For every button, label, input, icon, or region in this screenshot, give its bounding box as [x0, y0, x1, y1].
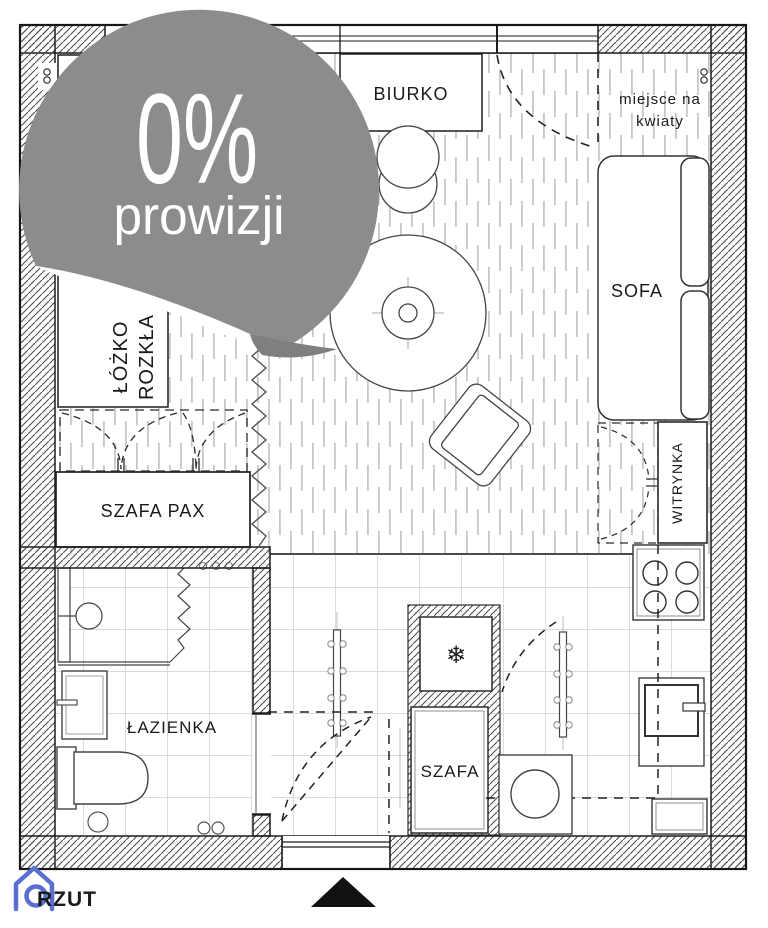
bed-label-line2: ROZKŁA — [136, 313, 158, 401]
desk-label: BIURKO — [373, 84, 449, 104]
wall-bathroom-right-lower — [253, 815, 270, 836]
floor-drain — [88, 812, 108, 832]
wardrobe-pax — [56, 472, 250, 547]
sofa — [598, 156, 709, 420]
toilet — [57, 747, 148, 809]
snowflake-icon: ❄ — [445, 642, 467, 669]
bathroom-label: ŁAZIENKA — [126, 718, 218, 737]
kitchen-sink — [639, 678, 705, 766]
wall-bathroom-right-upper — [253, 568, 270, 713]
bathroom-sink — [57, 671, 107, 739]
kitchen-corner-unit — [652, 799, 707, 834]
fridge-wardrobe-column — [408, 605, 500, 835]
wall-right — [711, 25, 746, 869]
desk-chair — [377, 126, 439, 213]
stove — [633, 545, 704, 620]
entrance-opening — [282, 836, 390, 869]
flowers-label-line1: miejsce na — [619, 91, 701, 108]
badge-word: prowizji — [113, 185, 285, 247]
display-cabinet — [658, 422, 707, 543]
washing-machine — [499, 755, 572, 834]
wall-bathroom-top — [20, 547, 270, 568]
bed-label-line1: ŁÓŻKO — [110, 320, 132, 394]
wardrobe-pax-label: SZAFA PAX — [100, 501, 206, 521]
footer-caption: RZUT — [37, 888, 97, 911]
bathroom-door-opening — [252, 714, 271, 814]
flowers-label-line2: kwiaty — [636, 113, 684, 130]
badge-percent: 0% — [135, 67, 259, 211]
wardrobe-szafa-label: SZAFA — [420, 762, 480, 781]
display-cabinet-label: WITRYNKA — [669, 442, 685, 524]
sofa-label: SOFA — [610, 281, 664, 301]
